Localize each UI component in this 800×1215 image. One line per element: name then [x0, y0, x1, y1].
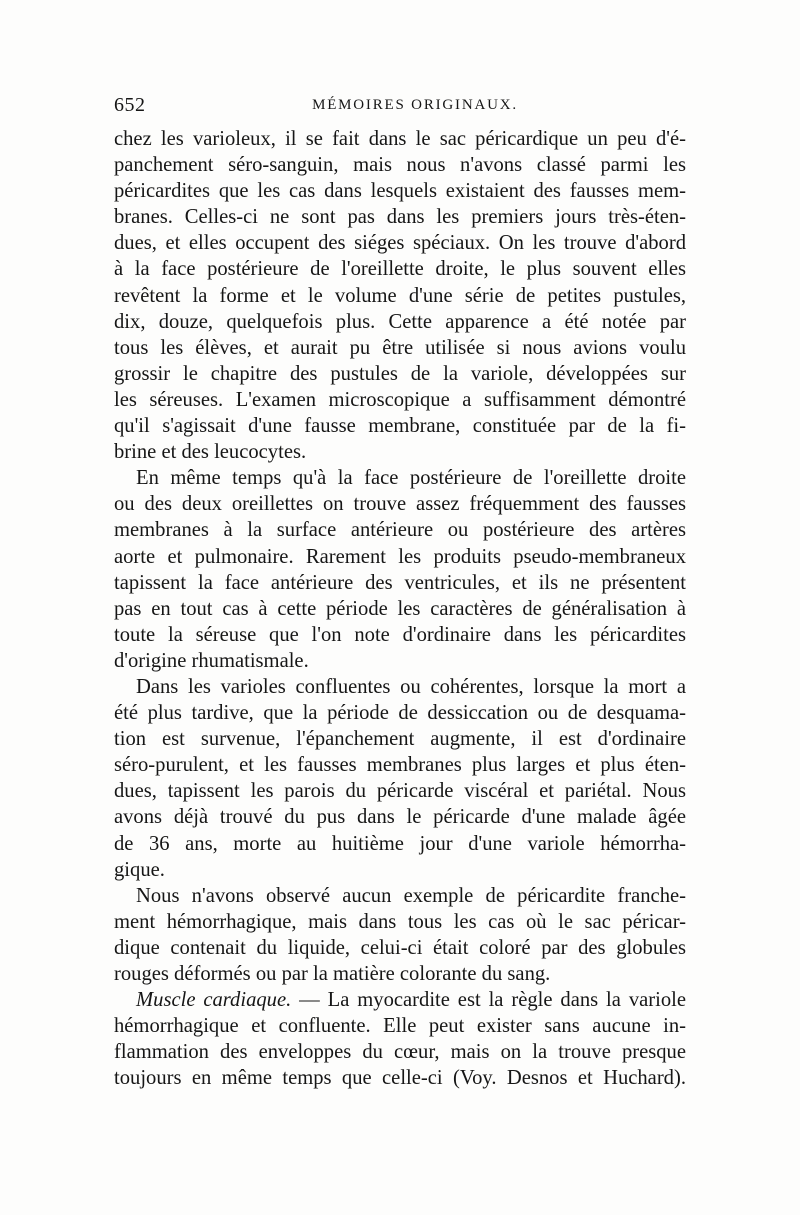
- text-line: de 36 ans, morte au huitième jour d'une variole hémorrha-: [114, 832, 686, 855]
- section-heading-muscle-cardiaque: Muscle cardiaque.: [136, 989, 292, 1012]
- text-line: avons déjà trouvé du pus dans le péricarde d'une malade âgée: [114, 806, 686, 829]
- section-lead-line: [114, 987, 686, 1013]
- text-line: revêtent la forme et le volume d'une série de petites pustules,: [114, 284, 686, 307]
- text-line: qu'il s'agissait d'une fausse membrane, constituée par de la fi-: [114, 415, 686, 438]
- text-line: dix, douze, quelquefois plus. Cette apparence a été notée par: [114, 310, 686, 333]
- running-title: MÉMOIRES ORIGINAUX.: [312, 97, 518, 113]
- text-line: membranes à la surface antérieure ou postérieure des artères: [114, 519, 686, 542]
- text-line: à la face postérieure de l'oreillette droite, le plus souvent elles: [114, 258, 686, 281]
- paragraph-5: [114, 987, 686, 1091]
- text-line: flammation des enveloppes du cœur, mais on la trouve presque: [114, 1041, 686, 1064]
- text-line: ou des deux oreillettes on trouve assez fréquemment des fausses: [114, 493, 686, 516]
- body-text: [114, 126, 686, 1091]
- text-line: les séreuses. L'examen microscopique a suffisamment démontré: [114, 388, 686, 411]
- text-line: tion est survenue, l'épanchement augmente, il est d'ordinaire: [114, 728, 686, 751]
- text-line: dues, et elles occupent des siéges spéciaux. On les trouve d'abord: [114, 232, 686, 255]
- text-line: dues, tapissent les parois du péricarde viscéral et pariétal. Nous: [114, 780, 686, 803]
- paragraph-4: [114, 883, 686, 987]
- text-line: panchement séro-sanguin, mais nous n'avons classé parmi les: [114, 154, 686, 177]
- text-line: aorte et pulmonaire. Rarement les produits pseudo-membraneux: [114, 545, 686, 568]
- text-line: pas en tout cas à cette période les caractères de généralisation à: [114, 597, 686, 620]
- text-line: gique.: [114, 858, 165, 881]
- text-line: hémorrhagique et confluente. Elle peut exister sans aucune in-: [114, 1015, 686, 1038]
- text-line: brine et des leucocytes.: [114, 441, 307, 464]
- text-line: Nous n'avons observé aucun exemple de péricardite franche-: [136, 884, 686, 907]
- paragraph-2: [114, 465, 686, 674]
- text-line: d'origine rhumatismale.: [114, 649, 309, 672]
- text-line: toute la séreuse que l'on note d'ordinaire dans les péricardites: [114, 623, 686, 646]
- text-line: tous les élèves, et aurait pu être utilisée si nous avions voulu: [114, 336, 686, 359]
- paragraph-1: [114, 126, 686, 465]
- text-line: branes. Celles-ci ne sont pas dans les premiers jours très-éten-: [114, 206, 686, 229]
- paragraph-3: [114, 674, 686, 883]
- running-header: [114, 94, 686, 118]
- text-line: été plus tardive, que la période de dessiccation ou de desquama-: [114, 702, 686, 725]
- text-line: En même temps qu'à la face postérieure de l'oreillette droite: [136, 467, 686, 490]
- text-line: grossir le chapitre des pustules de la variole, développées sur: [114, 362, 686, 385]
- text-line: toujours en même temps que celle-ci (Voy. Desnos et Huchard).: [114, 1067, 686, 1090]
- text-line: péricardites que les cas dans lesquels existaient des fausses mem-: [114, 180, 686, 203]
- text-line: chez les varioleux, il se fait dans le sac péricardique un peu d'é-: [114, 128, 686, 150]
- text-line: ment hémorrhagique, mais dans tous les cas où le sac péricar-: [114, 910, 686, 933]
- text-line: Dans les varioles confluentes ou cohérentes, lorsque la mort a: [136, 675, 686, 698]
- text-line: séro-purulent, et les fausses membranes plus larges et plus éten-: [114, 754, 686, 777]
- text-line: rouges déformés ou par la matière colorante du sang.: [114, 963, 551, 985]
- page-number: 652: [114, 94, 146, 116]
- section-lead-text: — La myocardite est la règle dans la variole: [291, 989, 686, 1012]
- text-line: tapissent la face antérieure des ventricules, et ils ne présentent: [114, 571, 686, 594]
- text-line: dique contenait du liquide, celui-ci était coloré par des globules: [114, 936, 686, 959]
